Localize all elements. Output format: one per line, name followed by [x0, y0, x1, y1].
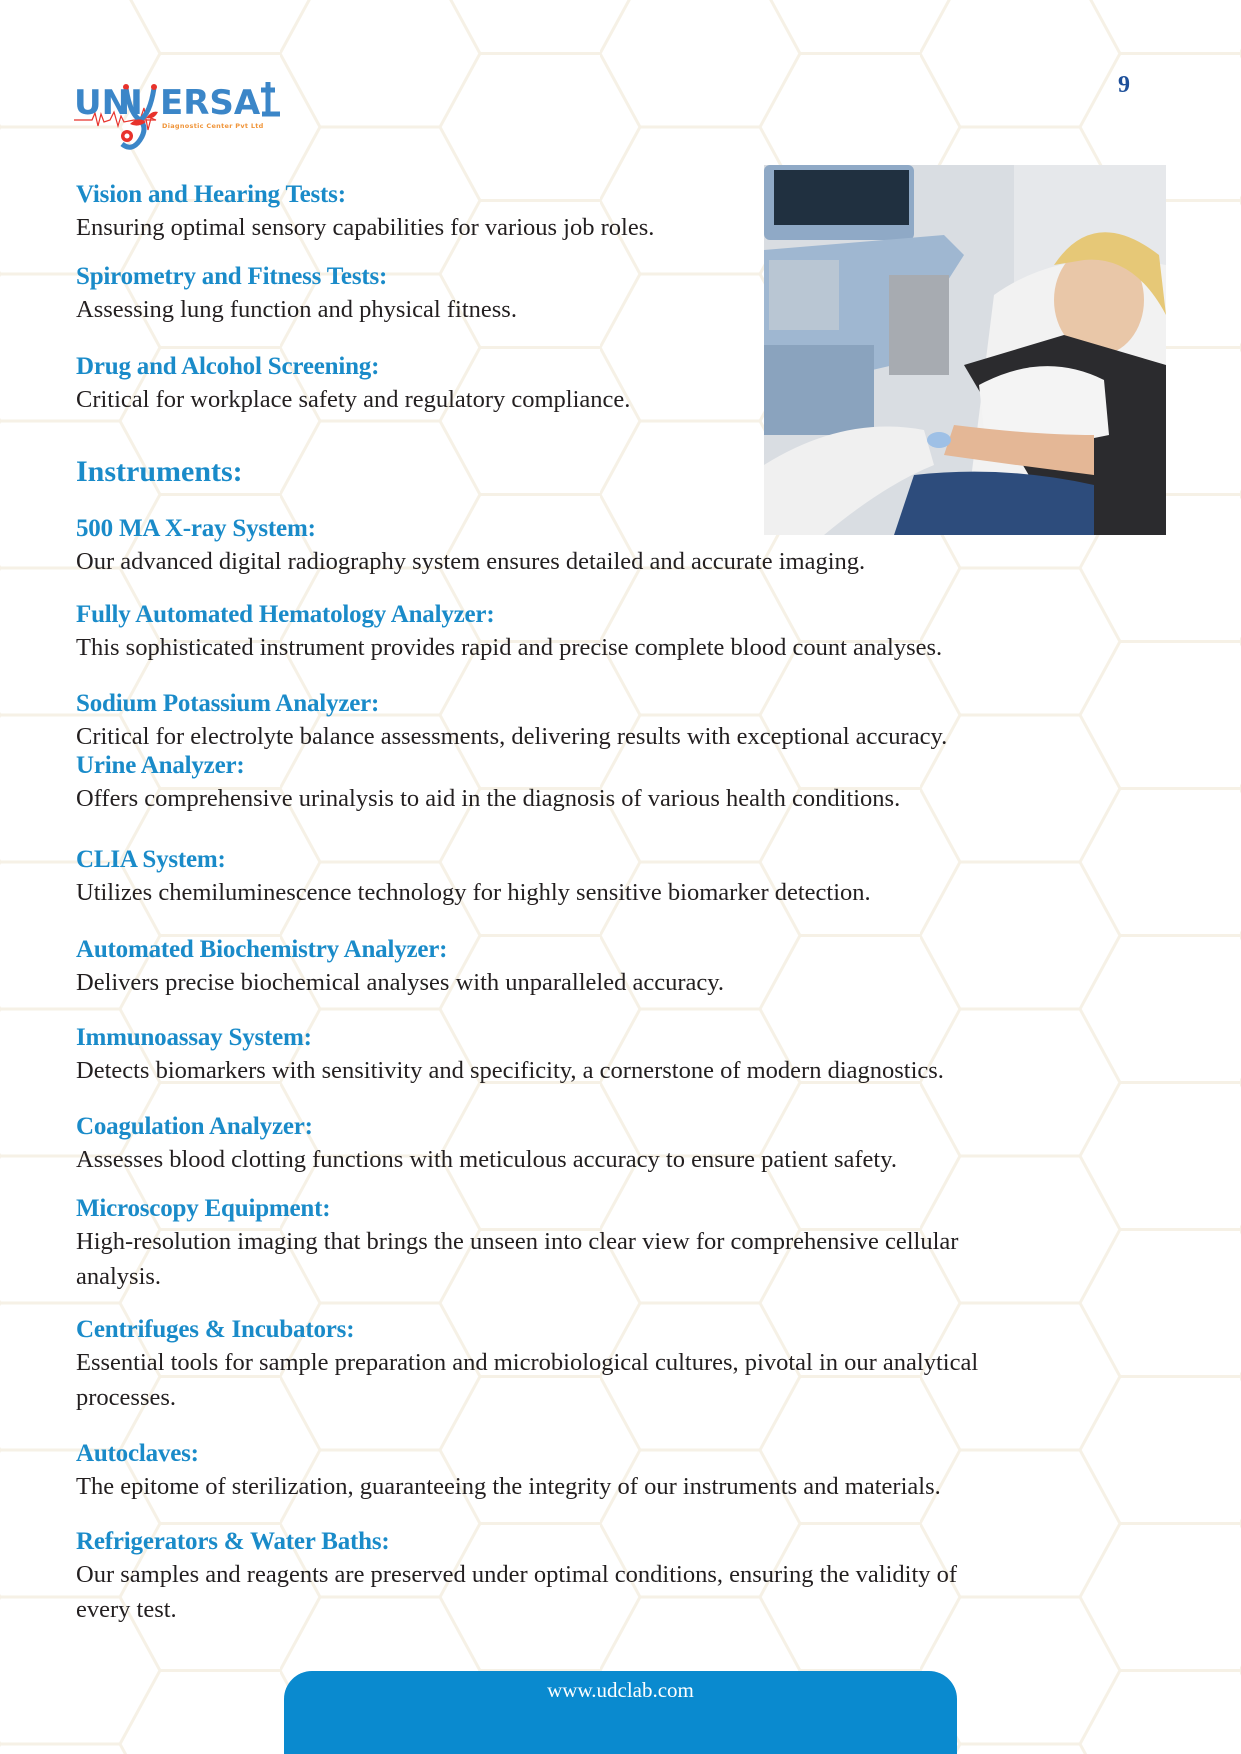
- instrument-item: [76, 1023, 944, 1088]
- website-link[interactable]: www.udclab.com: [547, 1678, 694, 1702]
- instrument-title: Automated Biochemistry Analyzer:: [76, 936, 448, 963]
- instrument-description: The epitome of sterilization, guaranteeing the integrity of our instruments and materials.: [76, 1473, 941, 1500]
- instrument-title: Microscopy Equipment:: [76, 1195, 331, 1222]
- instrument-item: [76, 514, 865, 579]
- instrument-description: Our samples and reagents are preserved under optimal conditions, ensuring the validity of: [76, 1561, 958, 1588]
- instrument-description: Critical for electrolyte balance assessments, delivering results with exceptional accuracy.: [76, 723, 948, 750]
- test-title: Vision and Hearing Tests:: [76, 181, 346, 208]
- instrument-description: High-resolution imaging that brings the unseen into clear view for comprehensive cellular: [76, 1228, 959, 1255]
- instrument-description: Utilizes chemiluminescence technology for highly sensitive biomarker detection.: [76, 879, 871, 906]
- ultrasound-examination-photo: [764, 165, 1166, 535]
- instrument-item: [76, 1194, 958, 1294]
- test-description: Ensuring optimal sensory capabilities for various job roles.: [76, 214, 655, 241]
- instrument-title: Coagulation Analyzer:: [76, 1113, 313, 1140]
- instrument-title: Fully Automated Hematology Analyzer:: [76, 601, 495, 628]
- instrument-item: [76, 935, 724, 1000]
- instrument-description-continued: processes.: [76, 1384, 177, 1411]
- instrument-title: 500 MA X-ray System:: [76, 515, 316, 542]
- instrument-description: This sophisticated instrument provides rapid and precise complete blood count analyses.: [76, 634, 943, 661]
- instrument-description: Delivers precise biochemical analyses with unparalleled accuracy.: [76, 969, 725, 996]
- instrument-description: Detects biomarkers with sensitivity and specificity, a cornerstone of modern diagnostics.: [76, 1057, 944, 1084]
- instrument-item: [76, 1439, 941, 1504]
- instrument-title: Sodium Potassium Analyzer:: [76, 690, 380, 717]
- instrument-description: Assesses blood clotting functions with meticulous accuracy to ensure patient safety.: [76, 1146, 898, 1173]
- instrument-description: Our advanced digital radiography system ensures detailed and accurate imaging.: [76, 548, 866, 575]
- instrument-description: Essential tools for sample preparation and microbiological cultures, pivotal in our analytical: [76, 1349, 979, 1376]
- test-item: [76, 180, 654, 245]
- instrument-item: [76, 845, 871, 910]
- instrument-title: CLIA System:: [76, 846, 226, 873]
- logo-wordmark-art: [74, 78, 284, 158]
- instrument-title: Urine Analyzer:: [76, 752, 245, 779]
- company-logo: [74, 78, 284, 158]
- instrument-item: [76, 751, 900, 816]
- svg-text:ERSA: ERSA: [160, 83, 261, 123]
- instrument-description: Offers comprehensive urinalysis to aid in the diagnosis of various health conditions.: [76, 785, 901, 812]
- instrument-title: Autoclaves:: [76, 1440, 199, 1467]
- instrument-title: Immunoassay System:: [76, 1024, 312, 1051]
- instruments-heading: Instruments:: [76, 455, 243, 488]
- instrument-item: [76, 1112, 897, 1177]
- logo-subtitle: Diagnostic Center Pvt Ltd: [162, 122, 264, 130]
- footer-bar: [284, 1671, 957, 1754]
- instrument-description-continued: analysis.: [76, 1263, 162, 1290]
- page-number: 9: [1118, 72, 1130, 98]
- instrument-item: [76, 600, 942, 665]
- test-title: Spirometry and Fitness Tests:: [76, 263, 388, 290]
- instrument-description-continued: every test.: [76, 1596, 177, 1623]
- test-item: [76, 352, 630, 417]
- instrument-title: Refrigerators & Water Baths:: [76, 1528, 390, 1555]
- test-title: Drug and Alcohol Screening:: [76, 353, 380, 380]
- instrument-item: [76, 1315, 978, 1415]
- instrument-item: [76, 1527, 957, 1627]
- test-description: Critical for workplace safety and regulatory compliance.: [76, 386, 631, 413]
- svg-text:UNI: UNI: [74, 83, 143, 123]
- test-description: Assessing lung function and physical fitness.: [76, 296, 517, 323]
- test-item: [76, 262, 517, 327]
- instrument-item: [76, 689, 947, 754]
- instrument-title: Centrifuges & Incubators:: [76, 1316, 355, 1343]
